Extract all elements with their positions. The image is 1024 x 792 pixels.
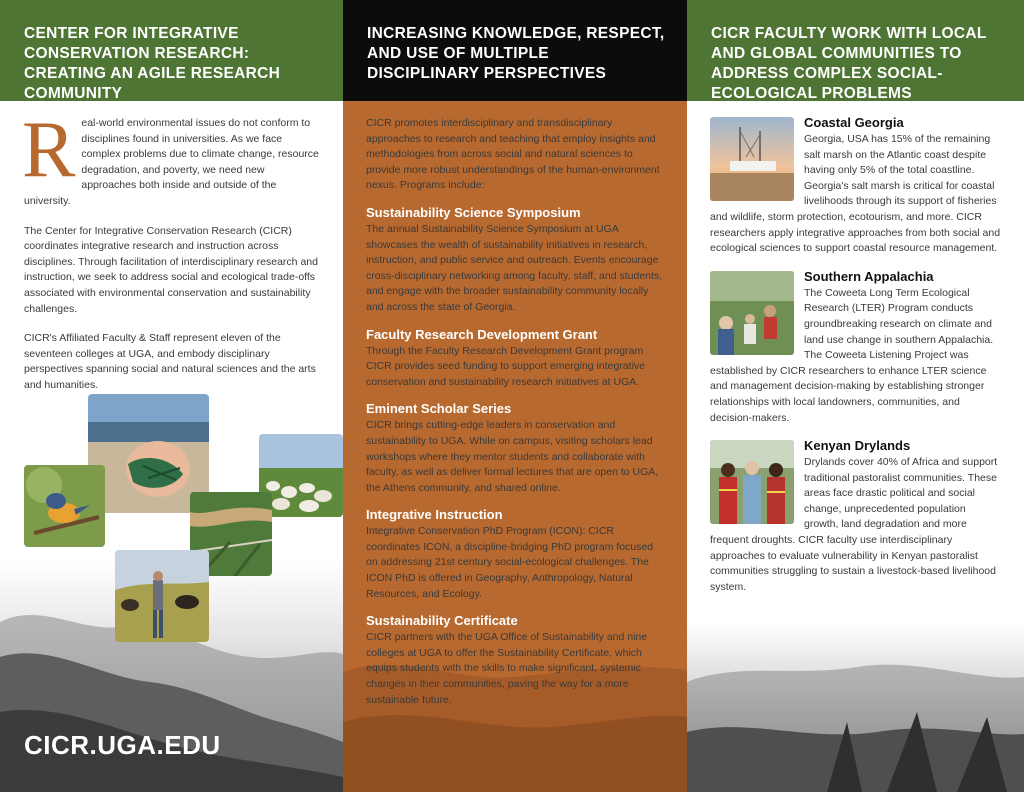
- program-text: The annual Sustainability Science Symposium at UGA showcases the wealth of sustainability initiatives in research, instruction, and public service and outreach. Events encourage cross-disciplinary networking among faculty, staff, and students, and engage with the broader sustainability community locally and across the state of Georgia.: [366, 222, 663, 313]
- left-header: [0, 0, 343, 101]
- middle-panel: [343, 0, 687, 792]
- program-text: Integrative Conservation PhD Program (ICON): CICR coordinates ICON, a discipline-bridging PhD program focused on addressing 21st century social-ecological challenges. The ICON PhD is offered in Geography, Anthropology, Natural Resources, and Ecology.: [366, 525, 654, 600]
- left-body: [22, 106, 320, 408]
- website-url: CICR.UGA.EDU: [24, 730, 221, 760]
- middle-heading: INCREASING KNOWLEDGE, RESPECT, AND USE OF MULTIPLE DISCIPLINARY PERSPECTIVES: [367, 25, 665, 82]
- middle-body: [366, 116, 666, 718]
- region-text: Georgia, USA has 15% of the remaining salt marsh on the Atlantic coast despite having only 5% of the total coastline. Georgia's salt marsh is critical for coastal livelihoods through its support of fisheries and wildlife, storm protection, ecotourism, and more. CICR researchers apply integrative approaches from both social and ecological sciences to support coastal resource management.: [710, 133, 1001, 255]
- right-panel: [687, 0, 1024, 792]
- coastal-georgia-photo: [710, 117, 794, 201]
- southern-appalachia-photo: [710, 271, 794, 355]
- program-text: Through the Faculty Research Development Grant program CICR provides seed funding to support emerging integrative conservation and sustainability research initiatives at UGA.: [366, 344, 645, 388]
- region-title: Kenyan Drylands: [804, 438, 911, 454]
- region-text: The Coweeta Long Term Ecological Research (LTER) Program conducts groundbreaking research on climate and land use change in southern Appalachia. The Coweeta Listening Project was established by CICR researchers to enhance LTER science and management decision-making by establishing stronger relationships with local landowners, communities, and decision-makers.: [710, 286, 994, 424]
- right-mountain-background: [687, 622, 1024, 792]
- left-heading: CENTER FOR INTEGRATIVE CONSERVATION RESEARCH: CREATING AN AGILE RESEARCH COMMUNITY: [24, 25, 281, 102]
- region-southern-appalachia: [710, 269, 1002, 426]
- intro-text: eal-world environmental issues do not conform to disciplines found in universities. As we face complex problems due to climate change, resource degradation, and poverty, we need new approaches both inside and outside of the university.: [24, 117, 319, 207]
- right-heading: CICR FACULTY WORK WITH LOCAL AND GLOBAL COMMUNITIES TO ADDRESS COMPLEX SOCIAL-ECOLOGICAL PROBLEMS: [711, 25, 987, 102]
- right-body: [710, 115, 1002, 607]
- middle-header: [343, 0, 687, 101]
- dropcap: R: [22, 106, 76, 194]
- region-kenyan-drylands: [710, 438, 1002, 595]
- program-title: Integrative Instruction: [366, 507, 503, 523]
- left-panel: [0, 0, 343, 792]
- program-title: Eminent Scholar Series: [366, 401, 512, 417]
- right-header: [687, 0, 1024, 101]
- program-title: Sustainability Certificate: [366, 613, 518, 629]
- bird-photo: [24, 465, 105, 547]
- region-title: Coastal Georgia: [804, 115, 904, 130]
- region-coastal-georgia: [710, 115, 1002, 257]
- left-paragraph-2: The Center for Integrative Conservation Research (CICR) coordinates integrative research and instruction across disciplines. Through facilitation of interdisciplinary research and instruction, we seek to address social and ecological trade-offs associated with environmental conservation and sustainability challenges.: [24, 224, 318, 315]
- herder-cattle-photo: [115, 550, 209, 642]
- intro-paragraph: [22, 106, 320, 210]
- kenyan-drylands-photo: [710, 440, 794, 524]
- program-title: Sustainability Science Symposium: [366, 204, 581, 220]
- region-text: Drylands cover 40% of Africa and support traditional pastoralist communities. These areas face drastic political and social change, unprecedented population growth, land degradation and more frequent droughts. CICR faculty use interdisciplinary approaches to evaluate vulnerability in Kenyan pastoralist communities struggling to sustain a livestock-based livelihood system.: [710, 456, 998, 593]
- region-title: Southern Appalachia: [804, 268, 934, 284]
- program-title: Faculty Research Development Grant: [366, 326, 598, 342]
- middle-intro: CICR promotes interdisciplinary and transdisciplinary approaches to research and teaching that employ insights and methodologies from across social and natural sciences to provide more robust understandings of the human-environment nexus. Programs include:: [366, 117, 660, 192]
- program-text: CICR partners with the UGA Office of Sustainability and nine colleges at UGA to offer the Sustainability Certificate, which equips students with the skills to make significant, systemic changes in their communities, paving the way for a more sustainable future.: [366, 631, 648, 706]
- program-text: CICR brings cutting-edge leaders in conservation and sustainability to UGA. While on campus, visiting scholars lead workshops where they mentor students and collaborate with faculty, as well as deliver formal lectures that are open to UGA, the Athens community, and shared online.: [366, 419, 659, 494]
- left-paragraph-3: CICR's Affiliated Faculty & Staff represent eleven of the seventeen colleges at UGA, and embody disciplinary perspectives spanning social and natural sciences and the arts and humanities.: [24, 332, 316, 391]
